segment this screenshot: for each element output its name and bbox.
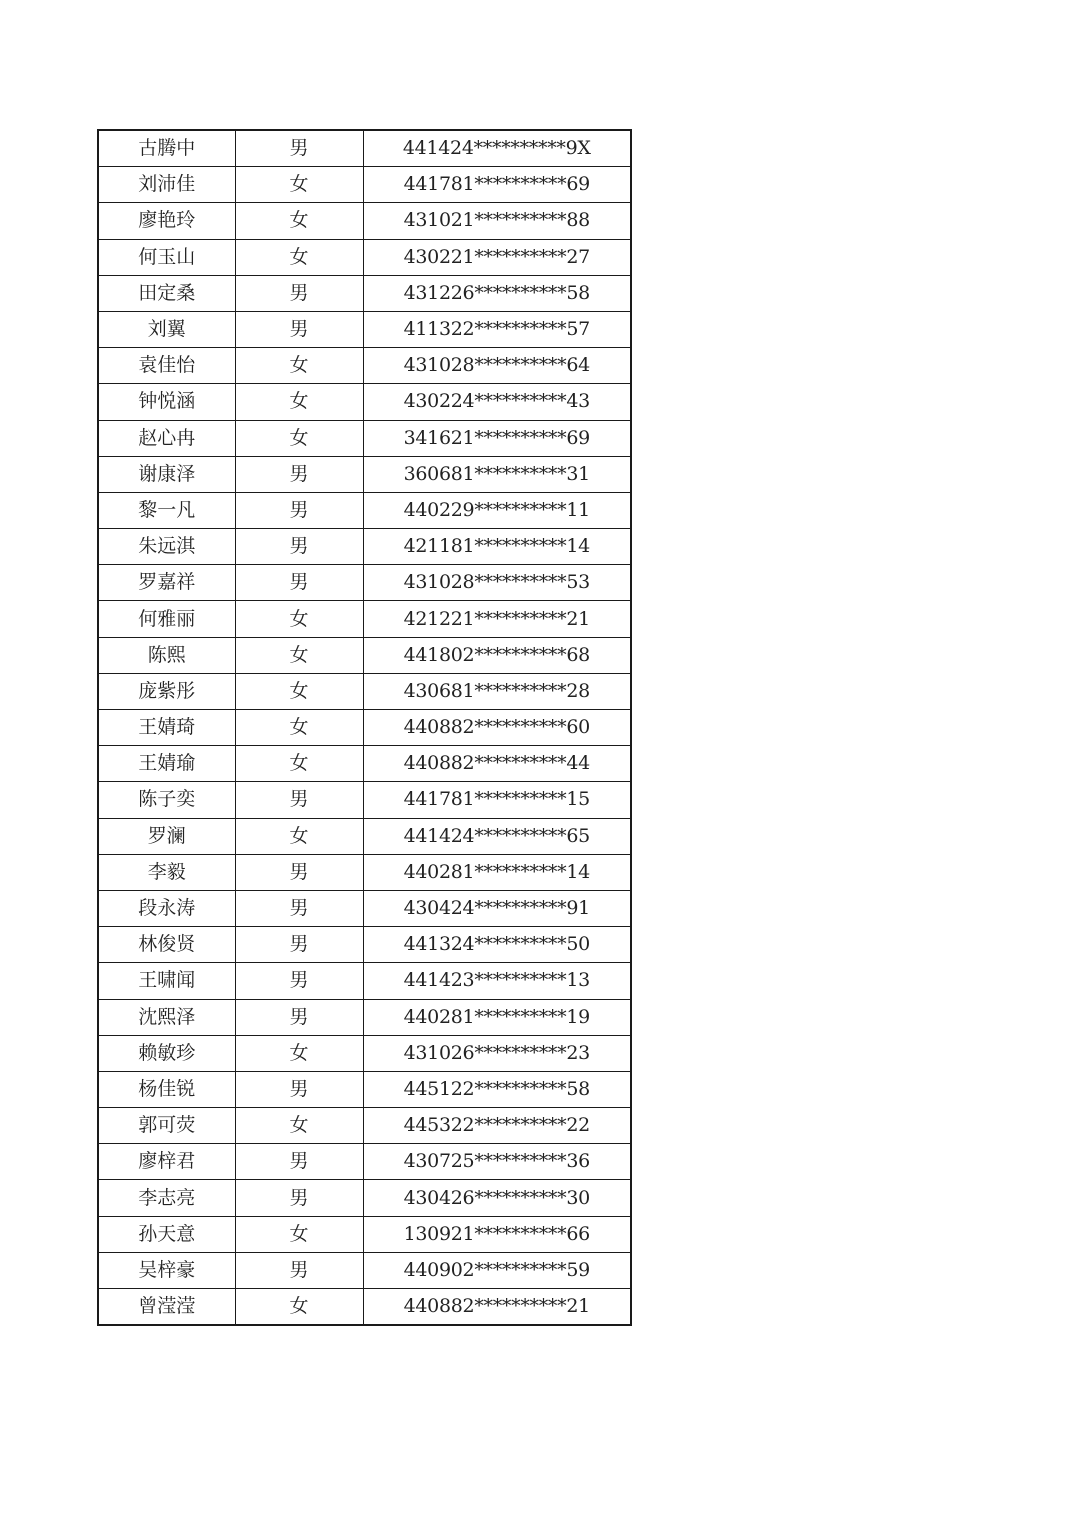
table-row <box>98 275 631 311</box>
name-cell: 黎一凡 <box>98 492 235 528</box>
table-row <box>98 818 631 854</box>
name-cell: 吴梓豪 <box>98 1252 235 1288</box>
name-cell: 杨佳锐 <box>98 1071 235 1107</box>
gender-cell: 女 <box>235 1289 363 1326</box>
table-row <box>98 529 631 565</box>
name-cell: 赖敏珍 <box>98 1035 235 1071</box>
gender-cell: 男 <box>235 565 363 601</box>
id-number-cell: 431021**********88 <box>363 203 631 239</box>
id-number-cell: 440281**********19 <box>363 999 631 1035</box>
name-cell: 林俊贤 <box>98 927 235 963</box>
table-row <box>98 311 631 347</box>
gender-cell: 男 <box>235 854 363 890</box>
id-number-cell: 441802**********68 <box>363 637 631 673</box>
id-number-cell: 431028**********53 <box>363 565 631 601</box>
table-row <box>98 167 631 203</box>
id-number-cell: 440882**********44 <box>363 746 631 782</box>
table-row <box>98 1071 631 1107</box>
id-number-cell: 441324**********50 <box>363 927 631 963</box>
name-cell: 陈子奕 <box>98 782 235 818</box>
name-cell: 罗嘉祥 <box>98 565 235 601</box>
gender-cell: 男 <box>235 782 363 818</box>
id-number-cell: 130921**********66 <box>363 1216 631 1252</box>
name-cell: 李毅 <box>98 854 235 890</box>
gender-cell: 女 <box>235 746 363 782</box>
name-cell: 郭可荧 <box>98 1108 235 1144</box>
name-cell: 古腾中 <box>98 130 235 167</box>
roster-table <box>97 129 632 1326</box>
name-cell: 廖梓君 <box>98 1144 235 1180</box>
name-cell: 李志亮 <box>98 1180 235 1216</box>
gender-cell: 女 <box>235 420 363 456</box>
id-number-cell: 441781**********15 <box>363 782 631 818</box>
id-number-cell: 430426**********30 <box>363 1180 631 1216</box>
name-cell: 王啸闻 <box>98 963 235 999</box>
name-cell: 王婧琦 <box>98 710 235 746</box>
gender-cell: 女 <box>235 348 363 384</box>
id-number-cell: 440229**********11 <box>363 492 631 528</box>
name-cell: 刘翼 <box>98 311 235 347</box>
gender-cell: 男 <box>235 890 363 926</box>
id-number-cell: 441781**********69 <box>363 167 631 203</box>
table-row <box>98 384 631 420</box>
table-row <box>98 456 631 492</box>
roster-table-body <box>98 130 631 1325</box>
id-number-cell: 440882**********21 <box>363 1289 631 1326</box>
id-number-cell: 440281**********14 <box>363 854 631 890</box>
gender-cell: 女 <box>235 601 363 637</box>
gender-cell: 女 <box>235 1216 363 1252</box>
gender-cell: 男 <box>235 999 363 1035</box>
table-row <box>98 565 631 601</box>
gender-cell: 女 <box>235 1035 363 1071</box>
gender-cell: 女 <box>235 710 363 746</box>
gender-cell: 女 <box>235 239 363 275</box>
table-row <box>98 601 631 637</box>
gender-cell: 男 <box>235 275 363 311</box>
id-number-cell: 445122**********58 <box>363 1071 631 1107</box>
name-cell: 罗澜 <box>98 818 235 854</box>
gender-cell: 男 <box>235 130 363 167</box>
name-cell: 钟悦涵 <box>98 384 235 420</box>
table-row <box>98 1289 631 1326</box>
id-number-cell: 341621**********69 <box>363 420 631 456</box>
table-row <box>98 1035 631 1071</box>
id-number-cell: 430725**********36 <box>363 1144 631 1180</box>
id-number-cell: 445322**********22 <box>363 1108 631 1144</box>
name-cell: 田定桑 <box>98 275 235 311</box>
gender-cell: 女 <box>235 1108 363 1144</box>
table-row <box>98 854 631 890</box>
name-cell: 庞紫彤 <box>98 673 235 709</box>
table-row <box>98 637 631 673</box>
table-row <box>98 130 631 167</box>
table-row <box>98 963 631 999</box>
name-cell: 朱远淇 <box>98 529 235 565</box>
gender-cell: 男 <box>235 1144 363 1180</box>
id-number-cell: 411322**********57 <box>363 311 631 347</box>
table-row <box>98 492 631 528</box>
id-number-cell: 430224**********43 <box>363 384 631 420</box>
name-cell: 孙天意 <box>98 1216 235 1252</box>
table-row <box>98 1180 631 1216</box>
gender-cell: 女 <box>235 384 363 420</box>
id-number-cell: 431026**********23 <box>363 1035 631 1071</box>
name-cell: 王婧瑜 <box>98 746 235 782</box>
table-row <box>98 420 631 456</box>
name-cell: 赵心冉 <box>98 420 235 456</box>
id-number-cell: 431028**********64 <box>363 348 631 384</box>
id-number-cell: 421181**********14 <box>363 529 631 565</box>
table-row <box>98 348 631 384</box>
name-cell: 刘沛佳 <box>98 167 235 203</box>
table-row <box>98 890 631 926</box>
id-number-cell: 430221**********27 <box>363 239 631 275</box>
table-row <box>98 1216 631 1252</box>
gender-cell: 男 <box>235 927 363 963</box>
id-number-cell: 430681**********28 <box>363 673 631 709</box>
table-row <box>98 746 631 782</box>
gender-cell: 女 <box>235 673 363 709</box>
id-number-cell: 421221**********21 <box>363 601 631 637</box>
table-row <box>98 673 631 709</box>
table-row <box>98 1108 631 1144</box>
name-cell: 廖艳玲 <box>98 203 235 239</box>
gender-cell: 女 <box>235 167 363 203</box>
name-cell: 何雅丽 <box>98 601 235 637</box>
table-row <box>98 203 631 239</box>
gender-cell: 女 <box>235 637 363 673</box>
id-number-cell: 441424**********65 <box>363 818 631 854</box>
name-cell: 陈熙 <box>98 637 235 673</box>
name-cell: 段永涛 <box>98 890 235 926</box>
gender-cell: 男 <box>235 456 363 492</box>
table-row <box>98 1252 631 1288</box>
table-row <box>98 1144 631 1180</box>
name-cell: 袁佳怡 <box>98 348 235 384</box>
gender-cell: 男 <box>235 1180 363 1216</box>
table-row <box>98 999 631 1035</box>
id-number-cell: 441423**********13 <box>363 963 631 999</box>
id-number-cell: 431226**********58 <box>363 275 631 311</box>
id-number-cell: 441424**********9X <box>363 130 631 167</box>
id-number-cell: 440902**********59 <box>363 1252 631 1288</box>
gender-cell: 女 <box>235 818 363 854</box>
name-cell: 谢康泽 <box>98 456 235 492</box>
gender-cell: 男 <box>235 1252 363 1288</box>
id-number-cell: 430424**********91 <box>363 890 631 926</box>
name-cell: 曾滢滢 <box>98 1289 235 1326</box>
gender-cell: 男 <box>235 1071 363 1107</box>
gender-cell: 男 <box>235 529 363 565</box>
table-row <box>98 710 631 746</box>
gender-cell: 男 <box>235 492 363 528</box>
id-number-cell: 440882**********60 <box>363 710 631 746</box>
gender-cell: 男 <box>235 311 363 347</box>
table-row <box>98 782 631 818</box>
gender-cell: 女 <box>235 203 363 239</box>
table-row <box>98 239 631 275</box>
table-row <box>98 927 631 963</box>
gender-cell: 男 <box>235 963 363 999</box>
name-cell: 沈熙泽 <box>98 999 235 1035</box>
name-cell: 何玉山 <box>98 239 235 275</box>
id-number-cell: 360681**********31 <box>363 456 631 492</box>
